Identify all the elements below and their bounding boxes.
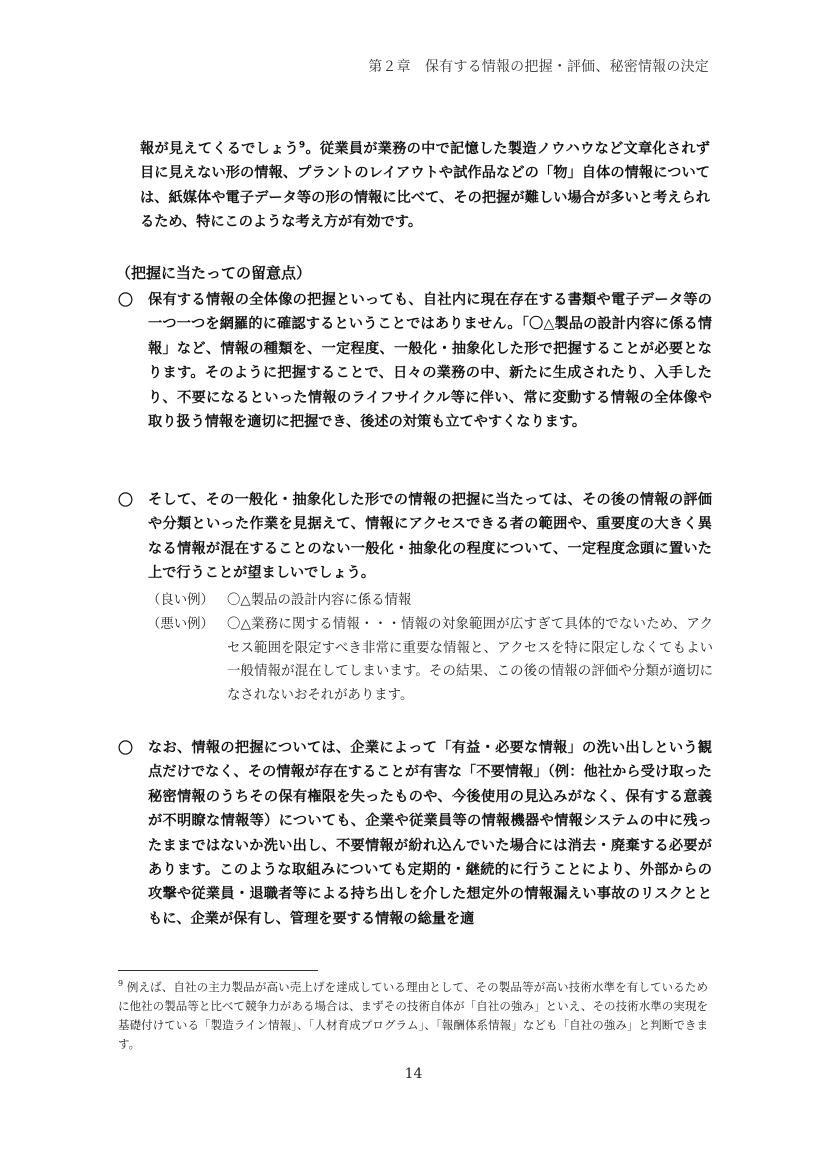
bullet-circle-icon: 〇 <box>118 291 134 309</box>
bullet-circle-icon: 〇 <box>118 739 134 757</box>
footnote <box>118 978 708 1054</box>
section-heading: （把握に当たっての留意点） <box>116 264 312 282</box>
bad-example <box>147 613 713 707</box>
bullet-text: なお、情報の把握については、企業によって「有益・必要な情報」の洗い出しという観点だけでなく、その情報が存在することが有害な「不要情報」（例：他社から受け取った秘密情報のうちその保有権限を失ったものや、今後使用の見込みがなく、保有する意義が不明瞭な情報等）についても、企業や従業員等の情報機器や情報システムの中に残ったままではないか洗い出し、不要情報が紛れ込んでいた場合には消去・廃棄する必要があります。このような取組みについても定期的・継続的に行うことにより、外部からの攻撃や従業員・退職者等による持ち出しを介した想定外の情報漏えい事故のリスクとともに、企業が保有し、管理を要する情報の総量を適 <box>148 740 712 927</box>
bullet-text: 保有する情報の全体像の把握といっても、自社内に現在存在する書類や電子データ等の一つ一つを網羅的に確認するということではありません。「〇△製品の設計内容に係る情報」など、情報の種類を、一定程度、一般化・抽象化した形で把握することが必要となります。そのように把握することで、日々の業務の中、新たに生成されたり、入手したり、不要になるといった情報のライフサイクル等に伴い、常に変動する情報の全体像や取り扱う情報を適切に把握でき、後述の対策も立てやすくなります。 <box>148 292 712 431</box>
bad-example-label: （悪い例） <box>147 617 214 632</box>
bullet-item <box>118 736 712 931</box>
bullet-circle-icon: 〇 <box>118 491 134 509</box>
good-example-label: （良い例） <box>147 593 214 608</box>
intro-text-rest: 。従業員が業務の中で記憶した製造ノウハウなど文章化されず目に見えない形の情報、プラントのレイアウトや試作品などの「物」自体の情報については、紙媒体や電子データ等の形の情報に比べて、その把握が難しい場合が多いと考えられるため、特にこのような考え方が有効です。 <box>140 141 710 231</box>
footnote-number: 9 <box>118 979 124 989</box>
good-example-text: 〇△製品の設計内容に係る情報 <box>227 593 412 608</box>
bullet-item <box>118 488 712 586</box>
page-number: 14 <box>404 1066 423 1082</box>
bullet-text: そして、その一般化・抽象化した形での情報の把握に当たっては、その後の情報の評価や分類といった作業を見据えて、情報にアクセスできる者の範囲や、重要度の大きく異なる情報が混在することのない一般化・抽象化の程度について、一定程度念頭に置いた上で行うことが望ましいでしょう。 <box>148 492 712 582</box>
chapter-header: 第２章 保有する情報の把握・評価、秘密情報の決定 <box>368 59 709 75</box>
intro-text-start: 報が見えてくるでしょう <box>140 141 299 157</box>
footnote-reference[interactable]: 9 <box>298 140 306 151</box>
bullet-item <box>118 288 712 434</box>
bad-example-text: 〇△業務に関する情報・・・情報の対象範囲が広すぎて具体的でないため、アクセス範囲を限定すべき非常に重要な情報と、アクセスを特に限定しなくてもよい一般情報が混在してしまいます。その結果、この後の情報の評価や分類が適切になされないおそれがあります。 <box>227 617 713 703</box>
footnote-divider <box>118 970 318 971</box>
intro-paragraph <box>140 137 710 235</box>
footnote-text: 例えば、自社の主力製品が高い売上げを達成している理由として、その製品等が高い技術水準を有しているために他社の製品等と比べて競争力がある場合は、まずその技術自体が「自社の強み」といえ、その技術水準の実現を基礎付けている「製造ライン情報」、「人材育成プログラム」、「報酬体系情報」なども「自社の強み」と判断できます。 <box>118 980 709 1051</box>
good-example <box>147 589 713 613</box>
